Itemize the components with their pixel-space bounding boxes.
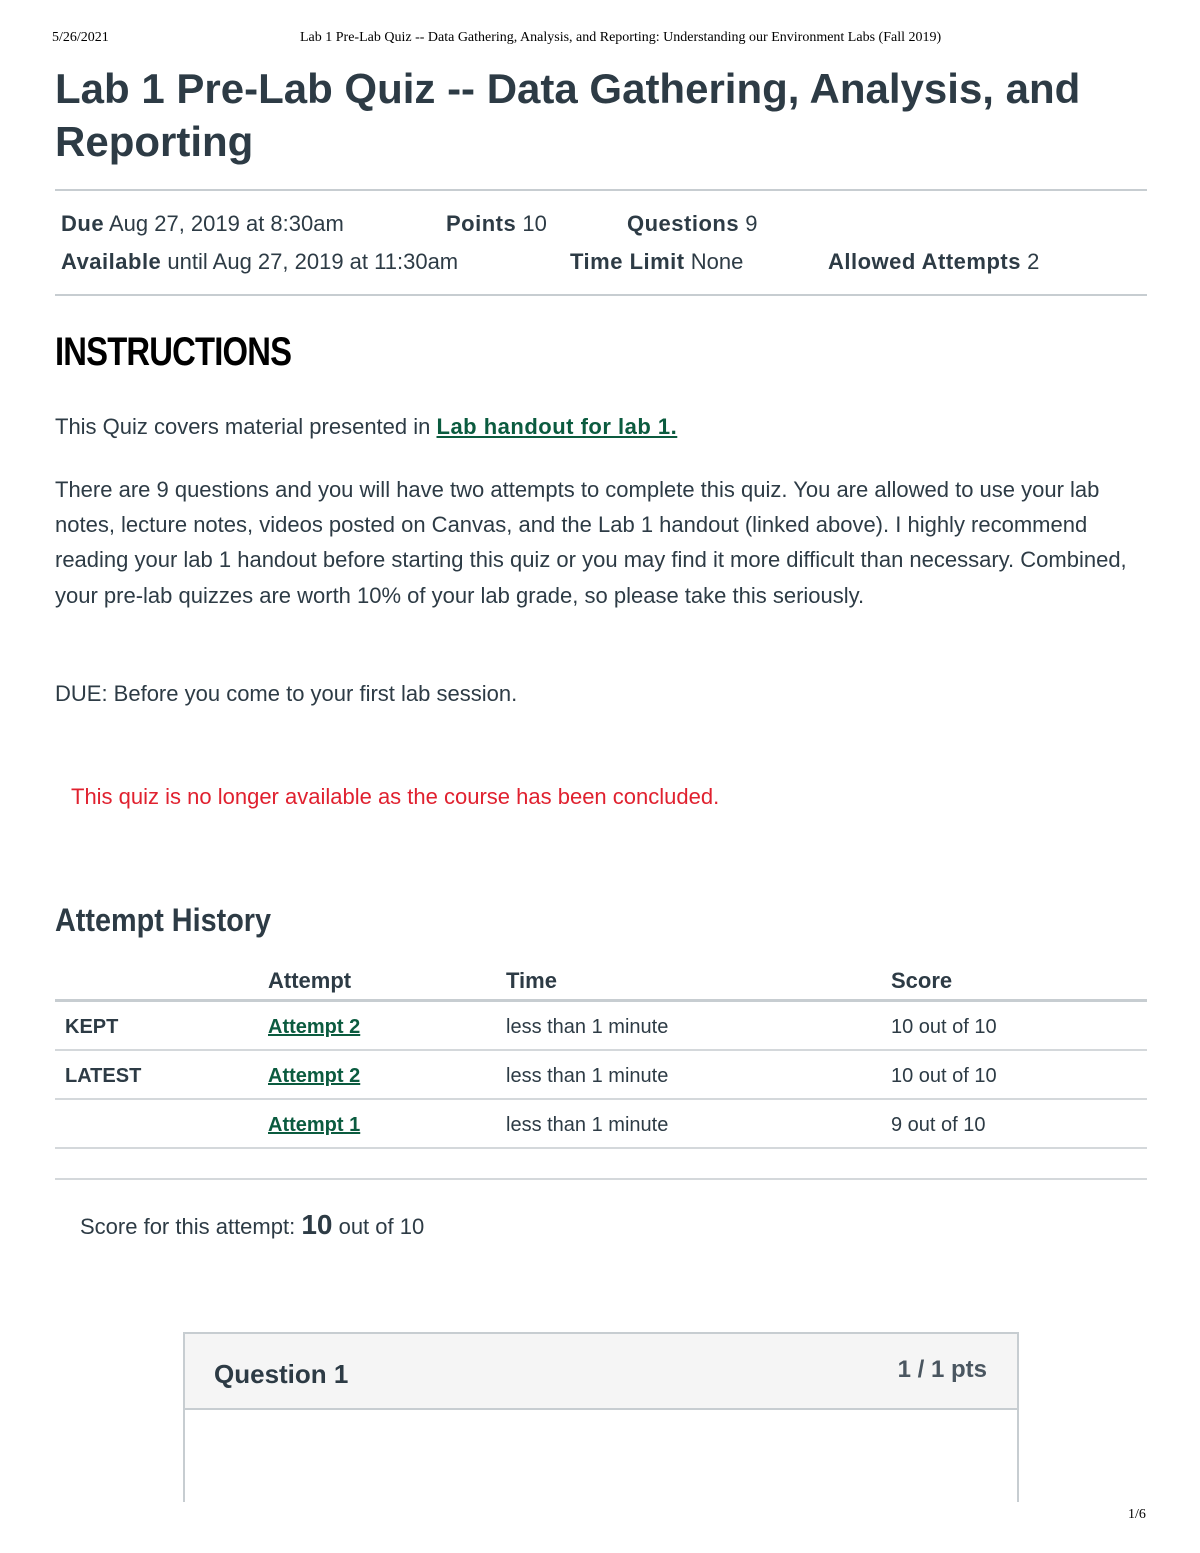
score-value: 10 — [301, 1209, 333, 1240]
meta-points — [446, 211, 547, 237]
attempt-link[interactable]: Attempt 1 — [268, 1114, 361, 1136]
meta-available-label: Available — [61, 249, 162, 274]
page-number: 1/6 — [1128, 1507, 1146, 1522]
question-title: Question 1 — [214, 1359, 349, 1389]
table-row — [55, 1002, 1147, 1051]
attempt-score: 10 out of 10 — [891, 1065, 997, 1087]
meta-time-limit-label: Time Limit — [570, 249, 685, 274]
score-prefix: Score for this attempt: — [80, 1214, 302, 1239]
instructions-paragraph-2: There are 9 questions and you will have two attempts to complete this quiz. You are allowed to use your lab notes, lecture notes, videos posted on Canvas, and the Lab 1 handout (linked above). I highly recommend reading your lab 1 handout before starting this quiz or you may find it more difficult than necessary. Combined, your pre-lab quizzes are worth 10% of your lab grade, so please take this seriously. — [55, 477, 1127, 608]
attempt-kind: KEPT — [65, 1016, 119, 1038]
meta-due-label: Due — [61, 211, 105, 236]
score-suffix: out of 10 — [332, 1214, 425, 1239]
table-row — [55, 1051, 1147, 1100]
lab-handout-link[interactable]: Lab handout for lab 1. — [436, 414, 678, 439]
question-header — [185, 1334, 1017, 1410]
meta-questions-label: Questions — [627, 211, 740, 236]
question-card — [183, 1332, 1019, 1502]
meta-points-value: 10 — [522, 211, 547, 236]
column-header-score: Score — [891, 968, 953, 993]
print-header — [0, 30, 1200, 50]
attempt-score: 10 out of 10 — [891, 1016, 997, 1038]
table-header-row — [55, 960, 1147, 1002]
instructions-intro-text: This Quiz covers material presented in — [55, 414, 437, 439]
attempt-time: less than 1 minute — [506, 1065, 669, 1087]
attempt-history-heading: Attempt History — [55, 902, 272, 938]
meta-due — [61, 211, 344, 237]
meta-questions — [627, 211, 757, 237]
question-points: 1 / 1 pts — [897, 1356, 987, 1383]
attempt-kind: LATEST — [65, 1065, 142, 1087]
attempt-history-table — [55, 960, 1147, 1149]
attempt-time: less than 1 minute — [506, 1114, 669, 1136]
attempt-time: less than 1 minute — [506, 1016, 669, 1038]
meta-questions-value: 9 — [745, 211, 758, 236]
attempt-link[interactable]: Attempt 2 — [268, 1065, 361, 1087]
meta-time-limit — [570, 249, 743, 275]
meta-allowed-attempts — [828, 249, 1039, 275]
meta-available-value: until Aug 27, 2019 at 11:30am — [167, 249, 459, 274]
table-row — [55, 1100, 1147, 1149]
title-divider — [55, 189, 1147, 191]
instructions-paragraph-1 — [55, 409, 1140, 444]
attempt-link[interactable]: Attempt 2 — [268, 1016, 361, 1038]
quiz-unavailable-notice: This quiz is no longer available as the course has been concluded. — [71, 784, 720, 809]
meta-available — [61, 249, 458, 275]
attempt-score-summary — [80, 1209, 424, 1241]
meta-points-label: Points — [446, 211, 517, 236]
meta-allowed-attempts-value: 2 — [1027, 249, 1040, 274]
meta-allowed-attempts-label: Allowed Attempts — [828, 249, 1021, 274]
instructions-heading: INSTRUCTIONS — [55, 330, 292, 374]
history-divider — [55, 1178, 1147, 1180]
meta-time-limit-value: None — [690, 249, 744, 274]
meta-due-value: Aug 27, 2019 at 8:30am — [108, 211, 344, 236]
print-date: 5/26/2021 — [52, 30, 109, 45]
attempt-score: 9 out of 10 — [891, 1114, 986, 1136]
column-header-attempt: Attempt — [268, 968, 352, 993]
quiz-title: Lab 1 Pre-Lab Quiz -- Data Gathering, Analysis, and Reporting — [55, 65, 1081, 165]
meta-divider — [55, 294, 1147, 296]
column-header-time: Time — [506, 968, 557, 993]
instructions-due-note: DUE: Before you come to your first lab session. — [55, 681, 518, 706]
print-page-title: Lab 1 Pre-Lab Quiz -- Data Gathering, Analysis, and Reporting: Understanding our Environment Labs (Fall 2019) — [300, 30, 942, 45]
